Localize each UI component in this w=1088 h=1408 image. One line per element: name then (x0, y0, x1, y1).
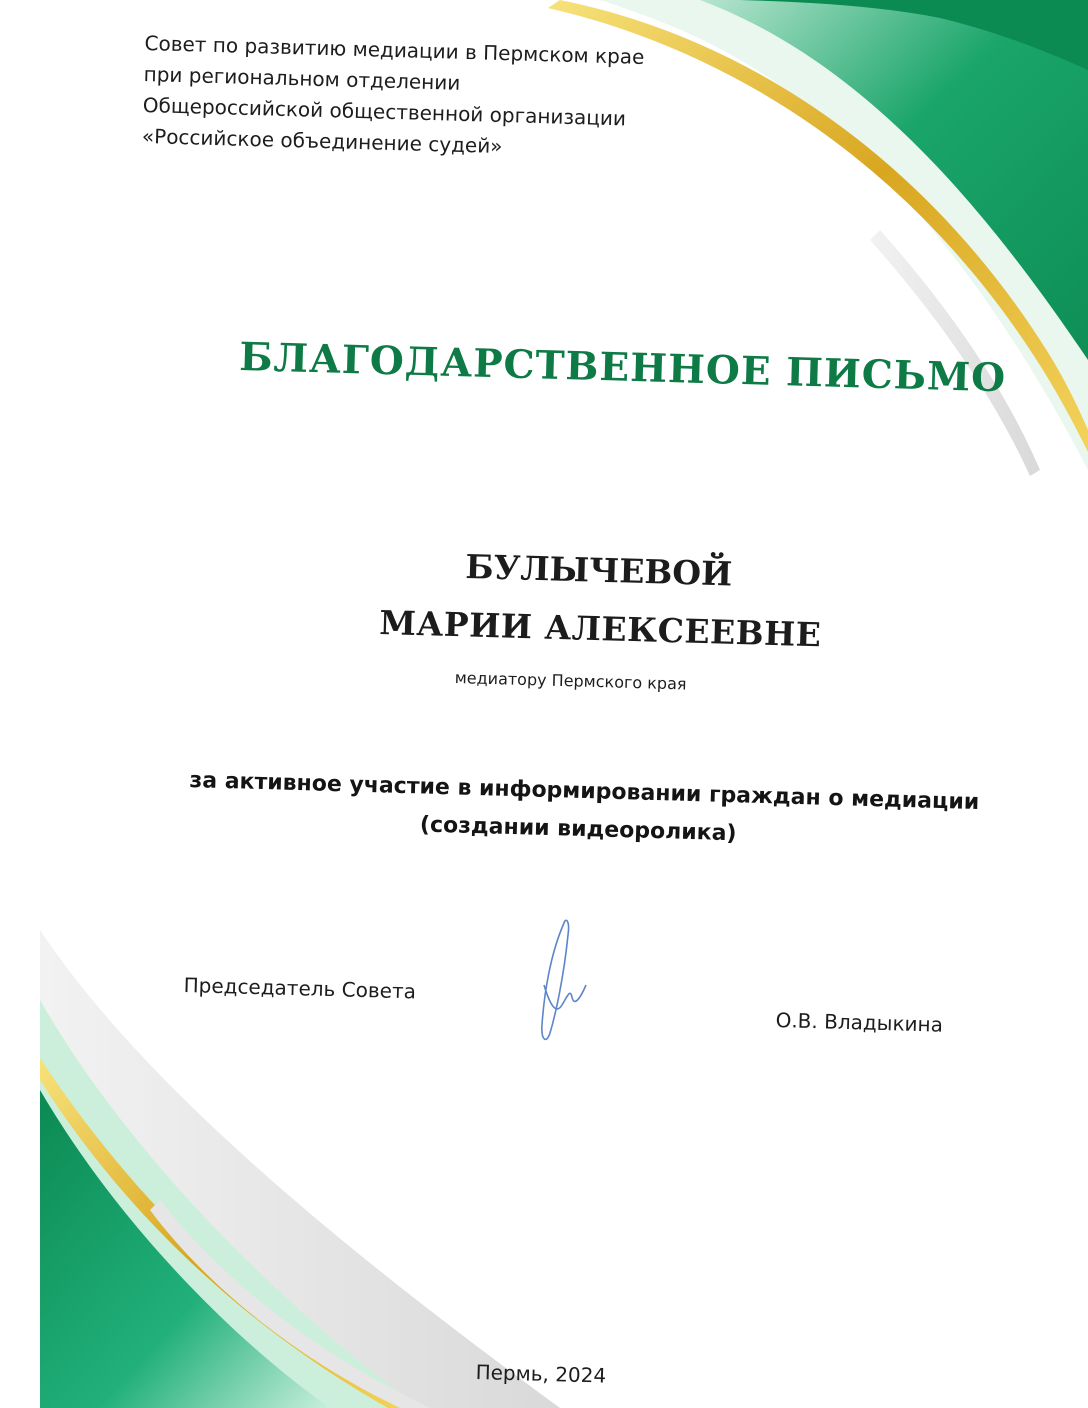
recipient-given-names: МАРИИ АЛЕКСЕЕВНЕ (378, 603, 822, 655)
recipient-role: медиатору Пермского края (454, 668, 687, 694)
certificate-title: БЛАГОДАРСТВЕННОЕ ПИСЬМО (238, 334, 1007, 402)
issuer-line: Совет по развитию медиации в Пермском крае (144, 30, 645, 69)
award-reason (188, 762, 980, 860)
signature-icon (520, 915, 610, 1055)
place-and-year: Пермь, 2024 (475, 1360, 607, 1388)
issuer-block (142, 28, 685, 167)
award-reason-line: (создании видеоролика) (419, 812, 737, 847)
recipient-surname: БУЛЫЧЕВОЙ (464, 547, 733, 594)
issuer-line: Общероссийской общественной организации (142, 92, 627, 131)
issuer-line: при региональном отделении (143, 61, 461, 95)
signer-name: О.В. Владыкина (775, 1008, 944, 1037)
issuer-line: «Российское объединение судей» (141, 123, 503, 159)
signer-position: Председатель Совета (183, 973, 417, 1004)
award-reason-line: за активное участие в информировании граждан о медиации (189, 767, 980, 816)
